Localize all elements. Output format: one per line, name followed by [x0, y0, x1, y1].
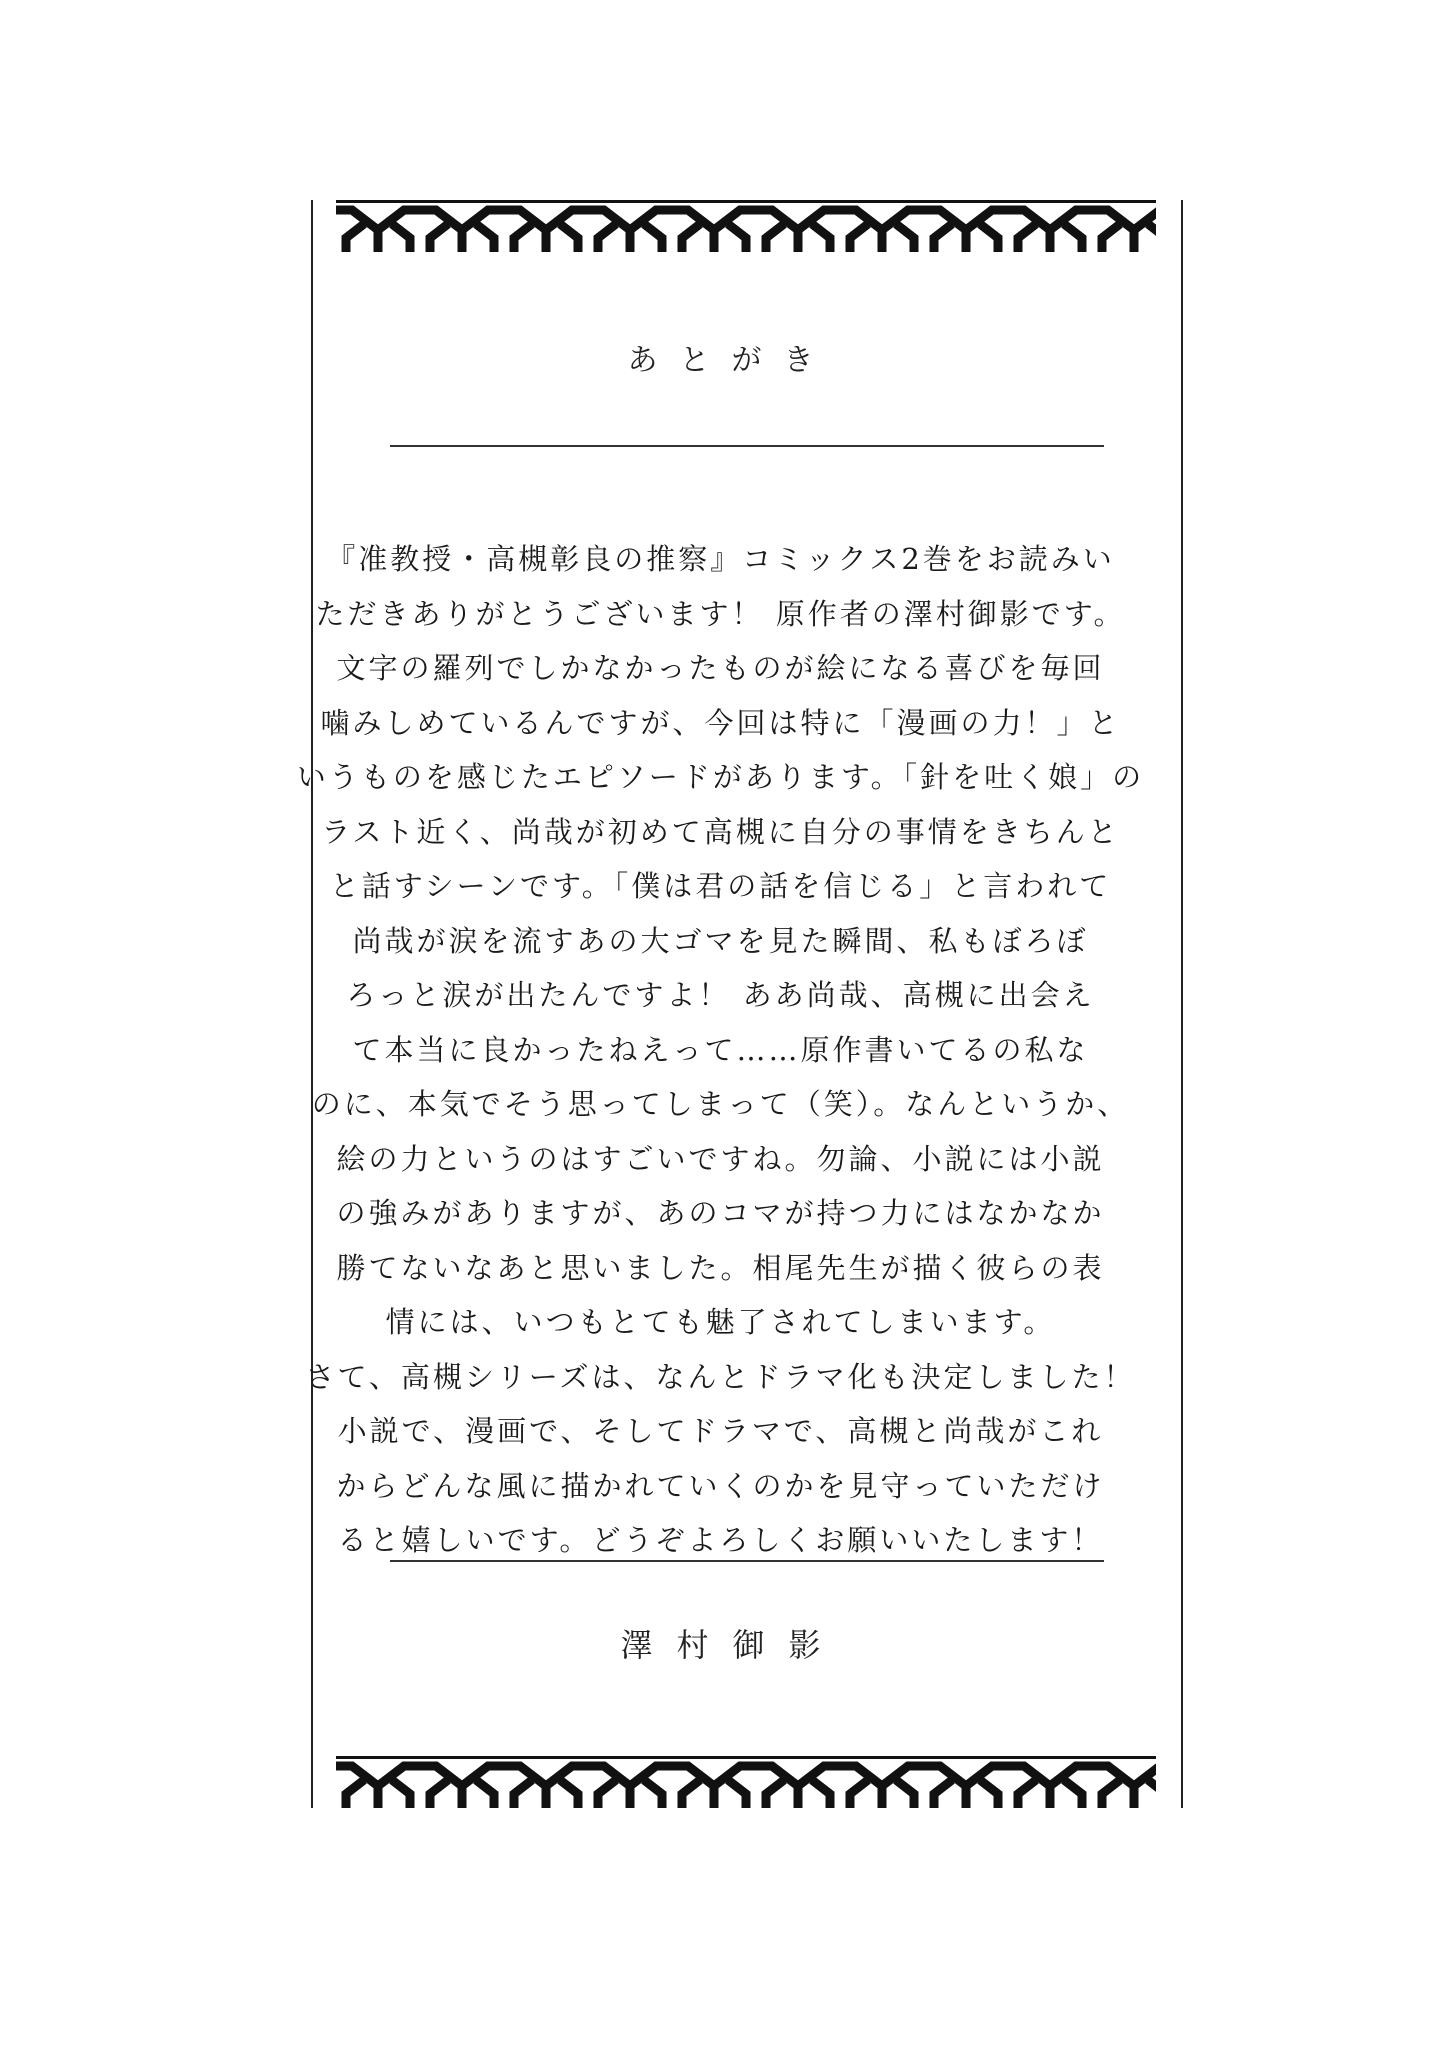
body-line: と話すシーンです。「僕は君の話を信じる」と言われて — [329, 869, 1112, 903]
body-line: 情には、いつもとても魅了されてしまいます。 — [385, 1305, 1056, 1339]
body-line: からどんな風に描かれていくのかを見守っていただけ — [336, 1468, 1105, 1503]
body-line: のに、本気でそう思ってしまって（笑）。なんというか、 — [311, 1087, 1130, 1121]
body-line: ただきありがとうございます！ 原作者の澤村御影です。 — [315, 596, 1126, 631]
body-line: 文字の羅列でしかなかったものが絵になる喜びを毎回 — [336, 651, 1105, 685]
body-line: いうものを感じたエピソードがあります。「針を吐く娘」の — [296, 760, 1145, 794]
body-line: ろっと涙が出たんですよ！ ああ尚哉、高槻に出会え — [346, 978, 1095, 1012]
body-line: ると嬉しいです。どうぞよろしくお願いいたします！ — [337, 1523, 1104, 1557]
body-line: 尚哉が涙を流すあの大ゴマを見た瞬間、私もぼろぼ — [352, 923, 1089, 958]
divider-top — [390, 445, 1104, 447]
decorative-pattern-top — [336, 200, 1156, 252]
body-line: 噛みしめているんですが、今回は特に「漫画の力！」と — [320, 705, 1121, 740]
afterword-body — [0, 532, 1441, 1568]
body-line: さて、高槻シリーズは、なんとドラマ化も決定しました！ — [305, 1359, 1136, 1394]
body-line: 『准教授・高槻彰良の推察』コミックス2巻をお読みい — [326, 542, 1115, 576]
page-title: あとがき — [627, 343, 836, 378]
body-line: ラスト近く、尚哉が初めて高槻に自分の事情をきちんと — [321, 814, 1120, 849]
body-line: の強みがありますが、あのコマが持つ力にはなかなか — [336, 1196, 1105, 1230]
divider-bottom — [390, 1560, 1104, 1562]
body-line: 小説で、漫画で、そしてドラマで、高槻と尚哉がこれ — [337, 1414, 1104, 1448]
author-signature: 澤村御影 — [620, 1626, 845, 1664]
body-line: 勝てないなあと思いました。相尾先生が描く彼らの表 — [336, 1250, 1105, 1285]
body-line: 絵の力というのはすごいですね。勿論、小説には小説 — [336, 1141, 1105, 1176]
decorative-pattern-bottom — [336, 1756, 1156, 1808]
body-line: て本当に良かったねえって……原作書いてるの私な — [352, 1032, 1089, 1067]
